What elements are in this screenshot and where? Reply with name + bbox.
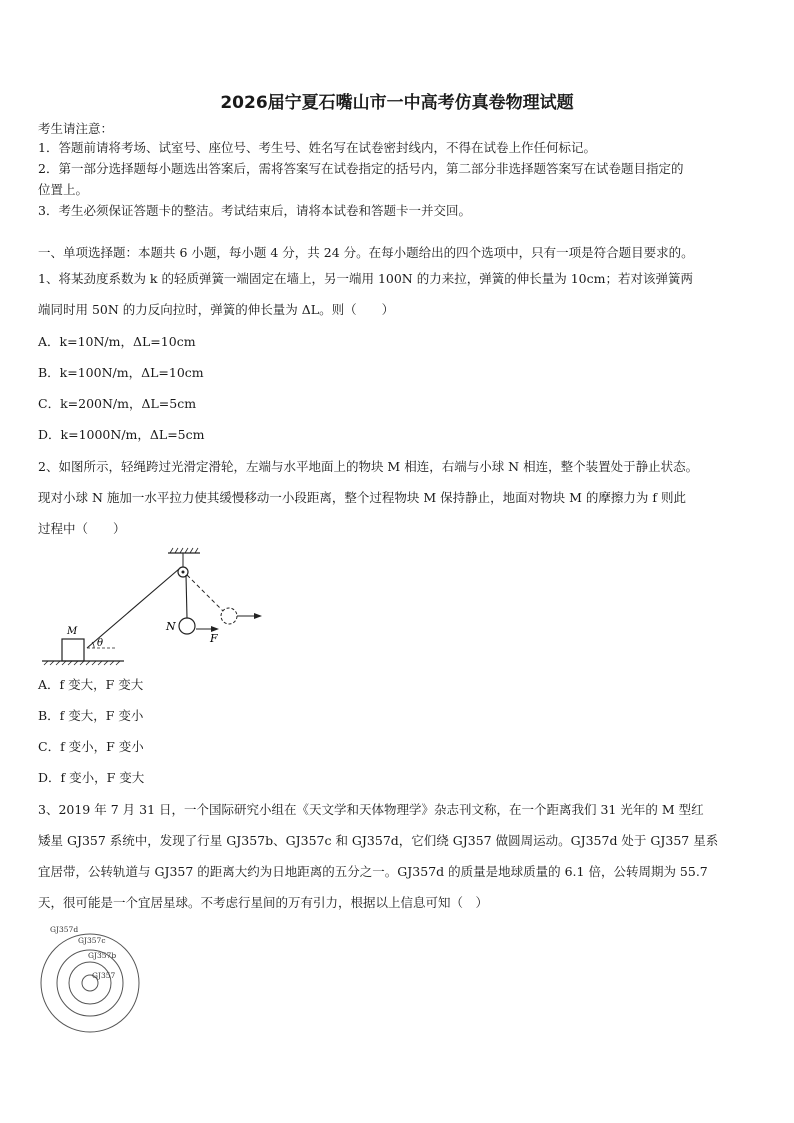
q1-option-b[interactable]: B．k=100N/m，ΔL=10cm xyxy=(38,365,204,380)
notice-item-2: 2．第一部分选择题每小题选出答案后，需将答案写在试卷指定的括号内，第二部分非选择题答案写在试卷题目指定的 xyxy=(38,161,684,176)
label-gj357d: GJ357d xyxy=(50,925,79,934)
q1-option-c[interactable]: C．k=200N/m，ΔL=5cm xyxy=(38,396,197,411)
section-heading: 一、单项选择题：本题共 6 小题，每小题 4 分，共 24 分。在每小题给出的四个选项中，只有一项是符合题目要求的。 xyxy=(38,245,694,260)
q3-line-3: 宜居带，公转轨道与 GJ357 的距离大约为日地距离的五分之一。GJ357d 的质量是地球质量的 6.1 倍，公转周期为 55.7 xyxy=(38,864,708,879)
q2-line-1: 2、如图所示，轻绳跨过光滑定滑轮，左端与水平地面上的物块 M 相连，右端与小球 N 相连，整个装置处于静止状态。 xyxy=(38,459,699,474)
rope-right xyxy=(186,575,187,618)
q2-line-2: 现对小球 N 施加一水平拉力使其缓慢移动一小段距离，整个过程物块 M 保持静止，地面对物块 M 的摩擦力为 f 则此 xyxy=(38,490,686,505)
orbit-diagram xyxy=(36,922,146,1034)
orbit-d xyxy=(41,934,139,1032)
rope-left xyxy=(87,569,179,648)
rope-new-position xyxy=(187,575,223,611)
label-gj357b: GJ357b xyxy=(88,951,117,960)
label-f: F xyxy=(210,632,218,645)
q3-line-1: 3、2019 年 7 月 31 日，一个国际研究小组在《天文学和天体物理学》杂志刊文称，在一个距离我们 31 光年的 M 型红 xyxy=(38,802,704,817)
q3-line-4: 天，很可能是一个宜居星球。不考虑行星间的万有引力，根据以上信息可知（ ） xyxy=(38,895,489,910)
notice-item-1: 1．答题前请将考场、试室号、座位号、考生号、姓名写在试卷密封线内，不得在试卷上作任何标记。 xyxy=(38,140,596,155)
q2-option-b[interactable]: B．f 变大，F 变小 xyxy=(38,708,144,723)
orbit-b xyxy=(69,962,111,1004)
page-title: 2026届宁夏石嘴山市一中高考仿真卷物理试题 xyxy=(220,93,574,113)
label-gj357c: GJ357c xyxy=(78,936,106,945)
pulley-diagram xyxy=(38,545,278,670)
notice-item-2-cont: 位置上。 xyxy=(38,182,89,197)
pulley-axle xyxy=(182,571,185,574)
ball-n xyxy=(179,618,195,634)
arrow-new-head xyxy=(254,613,262,619)
q1-option-d[interactable]: D．k=1000N/m，ΔL=5cm xyxy=(38,427,205,442)
label-m: M xyxy=(67,626,78,637)
ceiling-hatch xyxy=(170,548,198,553)
q3-line-2: 矮星 GJ357 系统中，发现了行星 GJ357b、GJ357c 和 GJ357d，它们绕 GJ357 做圆周运动。GJ357d 处于 GJ357 星系 xyxy=(38,833,719,848)
q2-option-d[interactable]: D．f 变小，F 变大 xyxy=(38,770,145,785)
q2-line-3: 过程中（ ） xyxy=(38,521,126,536)
q1-line-1: 1、将某劲度系数为 k 的轻质弹簧一端固定在墙上，另一端用 100N 的力来拉，弹簧的伸长量为 10cm；若对该弹簧两 xyxy=(38,271,693,286)
notice-heading: 考生请注意： xyxy=(38,121,114,136)
block-m xyxy=(62,639,84,661)
ball-n-new-position xyxy=(221,608,237,624)
label-n: N xyxy=(166,620,176,633)
q2-option-c[interactable]: C．f 变小，F 变小 xyxy=(38,739,144,754)
q1-line-2: 端同时用 50N 的力反向拉时，弹簧的伸长量为 ΔL。则（ ） xyxy=(38,302,395,317)
notice-item-3: 3．考生必须保证答题卡的整洁。考试结束后，请将本试卷和答题卡一并交回。 xyxy=(38,203,471,218)
label-gj357: GJ357 xyxy=(92,971,116,980)
q1-option-a[interactable]: A．k=10N/m，ΔL=10cm xyxy=(38,334,196,349)
label-theta: θ xyxy=(97,638,104,649)
q2-option-a[interactable]: A．f 变大，F 变大 xyxy=(38,677,144,692)
